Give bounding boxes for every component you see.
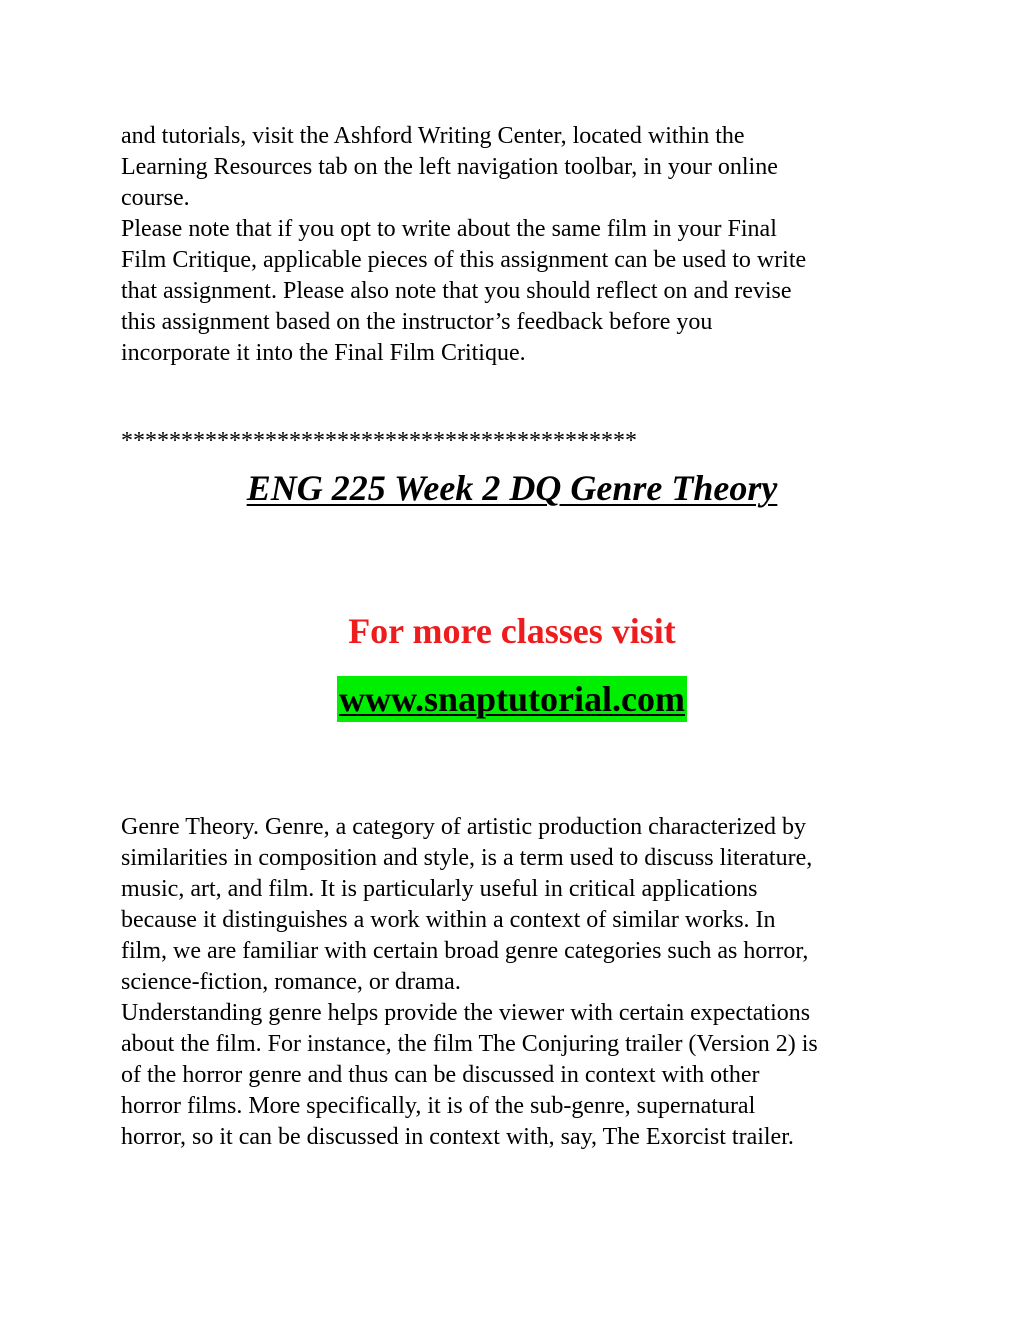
- text-line: horror films. More specifically, it is of the sub-genre, supernatural: [121, 1093, 756, 1119]
- text-line: horror, so it can be discussed in context with, say, The Exorcist trailer.: [121, 1124, 794, 1150]
- website-link[interactable]: www.snaptutorial.com: [337, 676, 687, 722]
- text-line: Film Critique, applicable pieces of this assignment can be used to write: [121, 247, 807, 273]
- text-line: because it distinguishes a work within a context of similar works. In: [121, 907, 776, 933]
- text-line: incorporate it into the Final Film Critique.: [121, 340, 526, 366]
- document-title: ENG 225 Week 2 DQ Genre Theory: [246, 468, 778, 508]
- text-line: Learning Resources tab on the left navigation toolbar, in your online: [121, 154, 778, 180]
- text-line: film, we are familiar with certain broad genre categories such as horror,: [121, 938, 809, 964]
- website-container: [0, 676, 1024, 722]
- text-line: this assignment based on the instructor’s feedback before you: [121, 309, 713, 335]
- text-line: of the horror genre and thus can be discussed in context with other: [121, 1062, 760, 1088]
- text-line: and tutorials, visit the Ashford Writing Center, located within the: [121, 123, 745, 149]
- text-line: that assignment. Please also note that you should reflect on and revise: [121, 278, 792, 304]
- promo-heading: For more classes visit: [348, 611, 676, 651]
- text-line: Understanding genre helps provide the viewer with certain expectations: [121, 1000, 811, 1026]
- text-line: course.: [121, 185, 190, 211]
- text-line: Genre Theory. Genre, a category of artistic production characterized by: [121, 814, 807, 840]
- text-line: about the film. For instance, the film The Conjuring trailer (Version 2) is: [121, 1031, 818, 1057]
- text-line: Please note that if you opt to write about the same film in your Final: [121, 216, 777, 242]
- text-line: science-fiction, romance, or drama.: [121, 969, 461, 995]
- intro-paragraph: [121, 121, 921, 369]
- text-line: similarities in composition and style, is a term used to discuss literature,: [121, 845, 813, 871]
- text-line: music, art, and film. It is particularly useful in critical applications: [121, 876, 758, 902]
- genre-paragraph: [121, 812, 921, 1153]
- asterisk-separator: *******************************************: [121, 428, 637, 454]
